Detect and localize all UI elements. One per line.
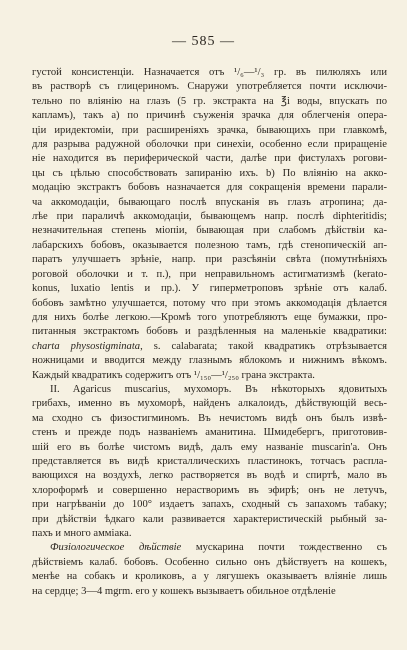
paragraph-calabar-usage <box>32 66 387 383</box>
text-line: charta physostigminata, s. calabarata; такой квадратикъ отрѣзывается <box>32 340 387 352</box>
text-line: питанныя экстрактомъ бобовъ и раздѣленныя на маленькіе квадратики: <box>32 326 387 338</box>
text-line: модацію экстрактъ бобовъ назначается для сокращенія времени парали- <box>32 182 387 194</box>
text-line: бобовъ замѣтно улучшается, потому что при этомъ аккомодація дѣлается <box>32 297 387 309</box>
text-line: цы съ цѣлью способствовать запиранію ихъ. b) По вліянію на акко- <box>32 167 387 179</box>
text-line: хлороформѣ и совершенно нерастворимъ въ эфирѣ; онъ не летучъ, <box>32 484 387 496</box>
text-line: роговой оболочки и т. п.), при неправильномъ астигматизмѣ (kerato- <box>32 268 387 280</box>
italic-heading: Физіологическое дѣйствіе <box>50 542 182 554</box>
text-line: менѣе на собакъ и кроликовъ, а у лягушекъ оказываетъ вліяніе лишь <box>32 571 387 583</box>
text-line: лѣе при параличѣ аккомодаціи, бывающемъ напр. послѣ diphteritidis; <box>32 211 387 223</box>
text-line: ча аккомодаціи, бывающаго послѣ впусканія въ глазъ атропина; да- <box>32 196 387 208</box>
text-line: для нихъ болѣе легкою.—Кромѣ того употребляютъ еще бумажки, про- <box>32 311 387 323</box>
text-line: Физіологическое дѣйствіе мускарина почти тождественно съ <box>50 542 387 554</box>
text-line: при дѣйствіи ѣдкаго кали развивается характеристическій рыбный за- <box>32 513 387 525</box>
text-line: II. Agaricus muscarius, мухоморъ. Въ нѣкоторыхъ ядовитыхъ <box>50 383 387 395</box>
text-line: вающихся на воздухѣ, легко растворяется въ водѣ и спиртѣ, мало въ <box>32 470 387 482</box>
text-line: лабарскихъ бобовъ, оказывается полезною тамъ, гдѣ стенопическій ап- <box>32 239 387 251</box>
text-line: тельно по вліянію на глазъ (5 гр. экстракта на ℥i воды, впускать по <box>32 95 387 107</box>
text-line: паратъ улучшаетъ зрѣніе, напр. при разсѣяніи свѣта (помутнѣніяхъ <box>32 254 387 266</box>
text-line: при нагрѣваніи до 100° издаетъ запахъ, сходный съ запахомъ табаку; <box>32 499 387 511</box>
text-line: представляется въ видѣ кристаллическихъ пластинокъ, тотчасъ распла- <box>32 455 387 467</box>
text-line: для разрыва радужной оболочки при синехіи, особенно если приращеніе <box>32 139 387 151</box>
text-line: дѣйствіемъ калаб. бобовъ. Особенно сильно онъ дѣйствуетъ на кошекъ, <box>32 556 387 568</box>
paragraph-agaricus-muscarius <box>32 383 387 541</box>
text-line: грибахъ, именно въ мухоморѣ, найденъ алкалоидъ, дѣйствующій весь- <box>32 398 387 410</box>
text-line: густой консистенціи. Назначается отъ ¹/₆—¹/₃ гр. въ пилюляхъ или <box>32 67 387 78</box>
page-number: — 585 — <box>172 34 235 49</box>
text-line: ціи иридектоміи, при расширеніяхъ зрачка, бывающихъ при главкомѣ, <box>32 124 387 136</box>
italic-latin-term: charta physostigminata <box>32 340 141 352</box>
text-line: незначительная степень міопіи, бывающая при слабомъ дѣйствіи ка- <box>32 225 387 237</box>
text-line: ма сходно съ физостигминомъ. Въ нечистомъ видѣ онъ былъ извѣ- <box>32 412 387 424</box>
paragraph-muscarine-physiology <box>32 541 387 599</box>
text-line: пахъ и много амміака. <box>32 528 132 539</box>
text-line: konus, luxatio lentis и пр.). У гиперметроповъ зрѣніе отъ калаб. <box>32 283 387 295</box>
text-line: стенъ и прежде подъ названіемъ аманитина. Шмидебергъ, приготовив- <box>32 427 387 439</box>
text-line: ніе находится въ периферической части, далѣе при фистулахъ рогови- <box>32 153 387 165</box>
text-line: на сердце; 3—4 mgrm. его у кошекъ вызываетъ обильное отдѣленіе <box>32 585 336 597</box>
text-line: въ растворѣ съ глицериномъ. Снаружи употребляется почти исключи- <box>32 81 387 93</box>
text-line: шій его въ болѣе чистомъ видѣ, далъ ему названіе muscarin'a. Онъ <box>32 441 387 453</box>
text-line: капламъ), такъ а) по причинѣ съуженія зрачка для облегченія опера- <box>32 110 387 122</box>
page-body <box>32 66 387 599</box>
text-line: Каждый квадратикъ содержитъ отъ ¹/₁₅₀—¹/₂₅₀ грана экстракта. <box>32 369 315 381</box>
text-line: ножницами и вводится между глазнымъ яблокомъ и нижнимъ вѣкомъ. <box>32 355 387 367</box>
